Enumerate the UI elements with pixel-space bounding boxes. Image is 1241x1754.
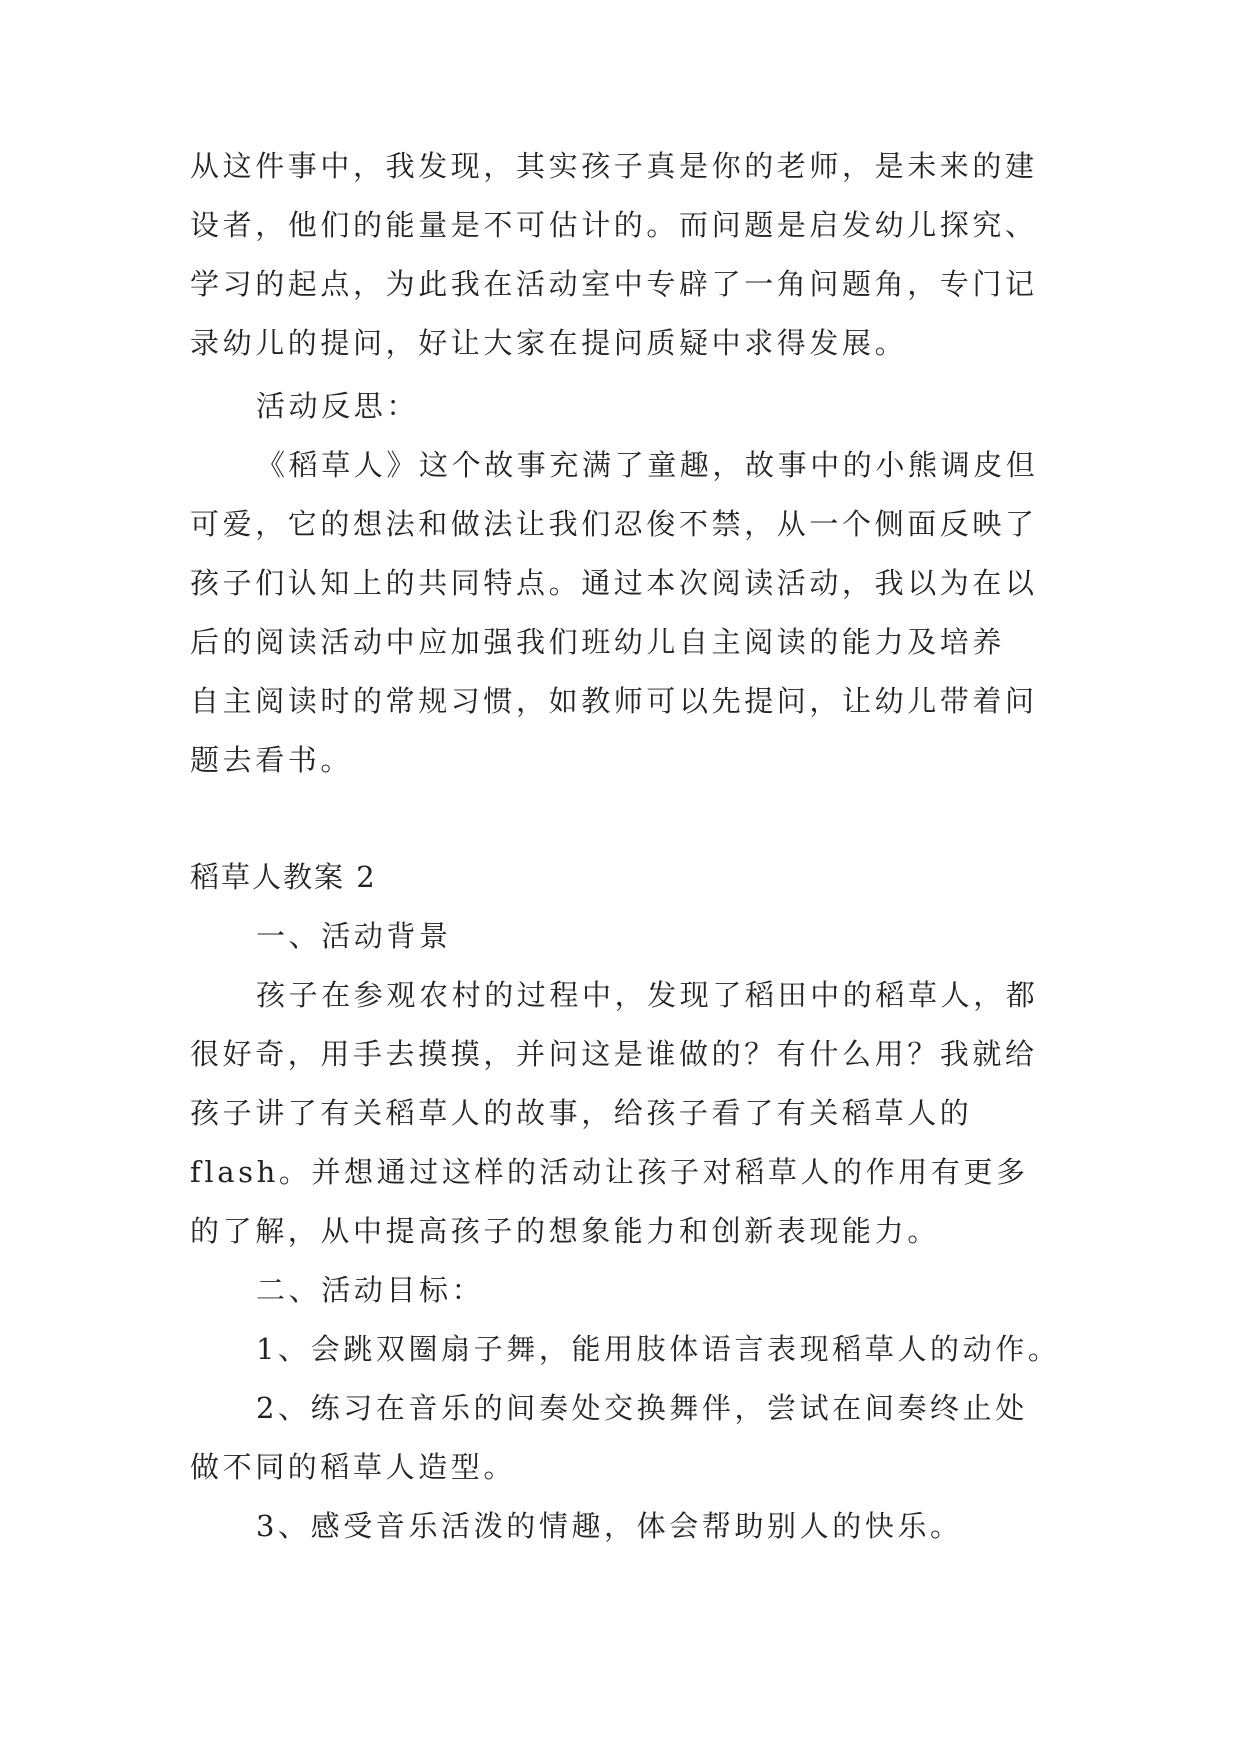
text-line: 孩子们认知上的共同特点。通过本次阅读活动，我以为在以 <box>190 566 1038 600</box>
lesson-plan-2 <box>190 848 1070 1556</box>
text-line: flash。并想通过这样的活动让孩子对稻草人的作用有更多 <box>190 1155 1029 1189</box>
text-line: 学习的起点，为此我在活动室中专辟了一角问题角，专门记 <box>190 267 1038 301</box>
text-line: 孩子讲了有关稻草人的故事，给孩子看了有关稻草人的 <box>190 1096 973 1130</box>
text-line: 很好奇，用手去摸摸，并问这是谁做的？有什么用？我就给 <box>190 1037 1038 1071</box>
text-line: 自主阅读时的常规习惯，如教师可以先提问，让幼儿带着问 <box>190 684 1038 718</box>
section-title: 稻草人教案 2 <box>190 860 377 894</box>
text-line: 从这件事中，我发现，其实孩子真是你的老师，是未来的建 <box>190 149 1038 183</box>
intro-paragraph <box>190 137 1070 373</box>
text-line: 可爱，它的想法和做法让我们忍俊不禁，从一个侧面反映了 <box>190 507 1038 541</box>
goals-heading: 二、活动目标： <box>256 1273 485 1307</box>
reflection-heading: 活动反思： <box>256 389 420 423</box>
text-line: 设者，他们的能量是不可估计的。而问题是启发幼儿探究、 <box>190 208 1038 242</box>
text-line: 后的阅读活动中应加强我们班幼儿自主阅读的能力及培养 <box>190 625 1006 659</box>
goal-item: 3、感受音乐活泼的情趣，体会帮助别人的快乐。 <box>256 1509 963 1543</box>
goal-item: 1、会跳双圈扇子舞，能用肢体语言表现稻草人的动作。 <box>256 1332 1061 1366</box>
text-line: 的了解，从中提高孩子的想象能力和创新表现能力。 <box>190 1214 940 1248</box>
reflection-section <box>190 377 1070 790</box>
goal-item: 2、练习在音乐的间奏处交换舞伴，尝试在间奏终止处 <box>256 1391 1028 1425</box>
text-line: 孩子在参观农村的过程中，发现了稻田中的稻草人，都 <box>256 978 1039 1012</box>
text-line: 题去看书。 <box>190 743 354 777</box>
text-line: 做不同的稻草人造型。 <box>190 1450 517 1484</box>
text-line: 录幼儿的提问，好让大家在提问质疑中求得发展。 <box>190 326 908 360</box>
background-heading: 一、活动背景 <box>256 919 452 953</box>
text-line: 《稻草人》这个故事充满了童趣，故事中的小熊调皮但 <box>256 448 1039 482</box>
